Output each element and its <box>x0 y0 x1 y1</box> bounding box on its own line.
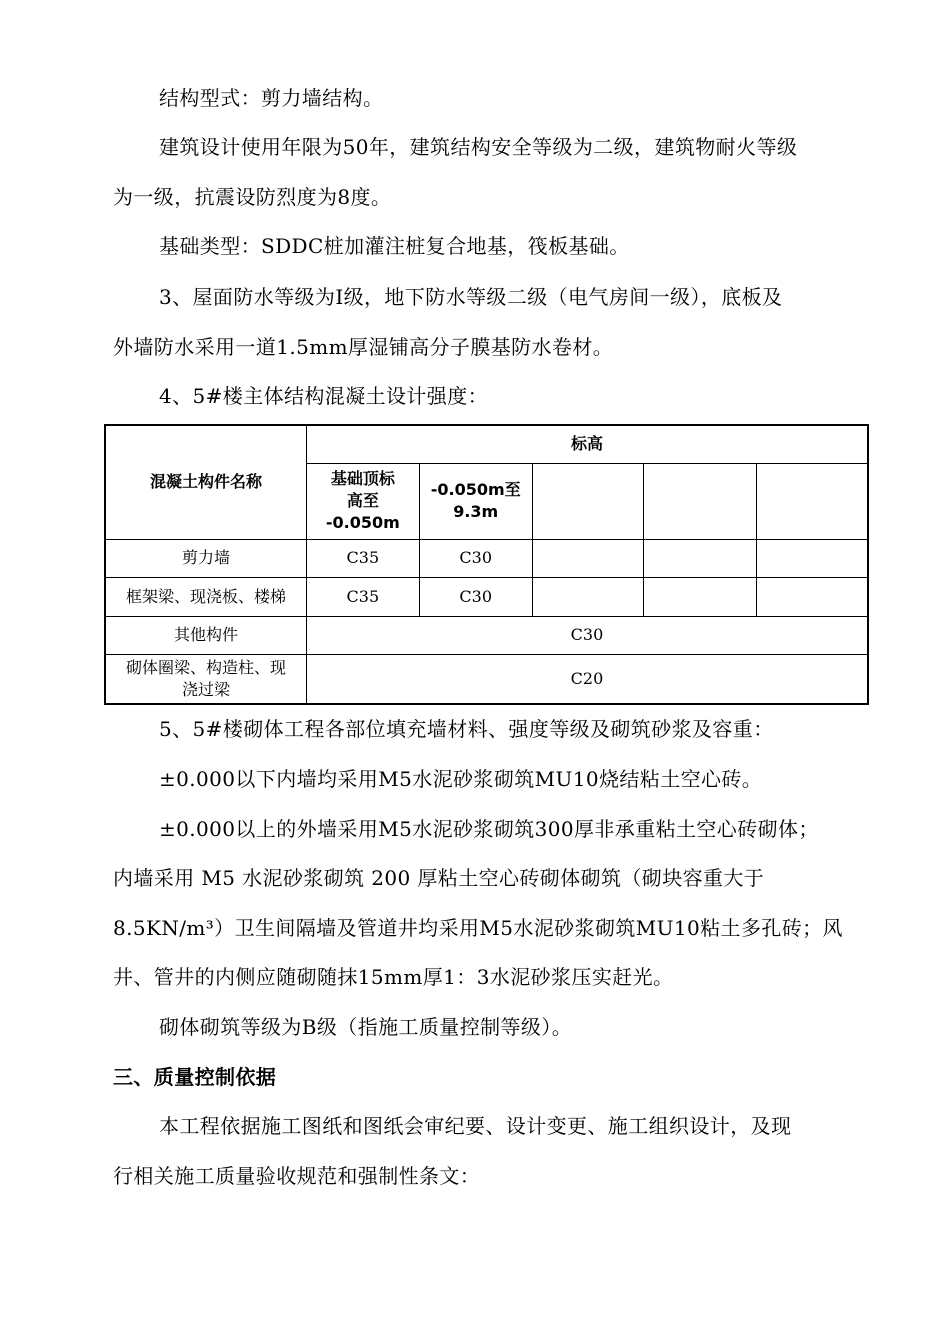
table-subheader-range-1 <box>306 463 419 539</box>
section-heading-quality-control: 三、质量控制依据 <box>113 1065 277 1089</box>
para-basis-1: 本工程依据施工图纸和图纸会审纪要、设计变更、施工组织设计，及现 <box>159 1114 792 1138</box>
table-cell-empty <box>756 539 868 577</box>
row4-name-line2: 浇过梁 <box>181 679 230 699</box>
table-cell-name: 剪力墙 <box>105 539 306 577</box>
table-cell-value: C30 <box>419 539 532 577</box>
subheader-1-line2: 高至 <box>346 491 379 510</box>
subheader-2-line1: -0.050m至 <box>430 480 521 499</box>
para-masonry-grade: 砌体砌筑等级为B级（指施工质量控制等级）。 <box>159 1015 573 1039</box>
table-cell-value: C30 <box>419 577 532 616</box>
para-below-zero: ±0.000以下内墙均采用M5水泥砂浆砌筑MU10烧结粘土空心砖。 <box>159 767 763 791</box>
subheader-1-line1: 基础顶标 <box>330 469 395 488</box>
table-cell-value: C35 <box>306 577 419 616</box>
table-cell-empty <box>644 577 757 616</box>
table-header-component: 混凝土构件名称 <box>105 425 306 539</box>
table-cell-empty <box>644 463 757 539</box>
table-cell-value: C20 <box>306 654 868 704</box>
table-cell-value: C35 <box>306 539 419 577</box>
row4-name-line1: 砌体圈梁、构造柱、现 <box>125 657 286 677</box>
para-design-life-1: 建筑设计使用年限为50年，建筑结构安全等级为二级，建筑物耐火等级 <box>159 135 798 159</box>
para-foundation-type: 基础类型：SDDC桩加灌注桩复合地基，筏板基础。 <box>159 234 630 258</box>
para-structure-type: 结构型式：剪力墙结构。 <box>159 86 384 110</box>
concrete-strength-table <box>104 424 869 705</box>
para-masonry-materials: 5、5#楼砌体工程各部位填充墙材料、强度等级及砌筑砂浆及容重： <box>159 717 774 741</box>
table-cell-name <box>105 654 306 704</box>
subheader-2-line2: 9.3m <box>453 502 499 521</box>
table-cell-empty <box>532 539 644 577</box>
para-above-zero-4: 井、管井的内侧应随砌随抹15mm厚1：3水泥砂浆压实赶光。 <box>113 965 674 989</box>
para-above-zero-3: 8.5KN/m³）卫生间隔墙及管道井均采用M5水泥砂浆砌筑MU10粘土多孔砖；风 <box>113 916 843 940</box>
table-cell-empty <box>532 463 644 539</box>
para-above-zero-1: ±0.000以上的外墙采用M5水泥砂浆砌筑300厚非承重粘土空心砖砌体； <box>159 817 819 841</box>
table-row <box>105 577 868 616</box>
para-concrete-strength: 4、5#楼主体结构混凝土设计强度： <box>159 384 489 408</box>
para-waterproof-2: 外墙防水采用一道1.5mm厚湿铺高分子膜基防水卷材。 <box>113 335 614 359</box>
table-cell-value: C30 <box>306 616 868 654</box>
table-cell-empty <box>756 577 868 616</box>
table-cell-name: 其他构件 <box>105 616 306 654</box>
subheader-1-line3: -0.050m <box>325 513 400 532</box>
table-row <box>105 616 868 654</box>
para-basis-2: 行相关施工质量验收规范和强制性条文： <box>113 1164 481 1188</box>
table-header-elevation: 标高 <box>306 425 868 463</box>
table-cell-empty <box>756 463 868 539</box>
table-subheader-range-2 <box>419 463 532 539</box>
table-cell-empty <box>644 539 757 577</box>
para-above-zero-2: 内墙采用 M5 水泥砂浆砌筑 200 厚粘土空心砖砌体砌筑（砌块容重大于 <box>113 866 765 890</box>
table-cell-name: 框架梁、现浇板、楼梯 <box>105 577 306 616</box>
table-row <box>105 539 868 577</box>
para-design-life-2: 为一级，抗震设防烈度为8度。 <box>113 185 392 209</box>
table-cell-empty <box>532 577 644 616</box>
para-waterproof-1: 3、屋面防水等级为Ⅰ级，地下防水等级二级（电气房间一级），底板及 <box>159 285 783 309</box>
table-row <box>105 654 868 704</box>
